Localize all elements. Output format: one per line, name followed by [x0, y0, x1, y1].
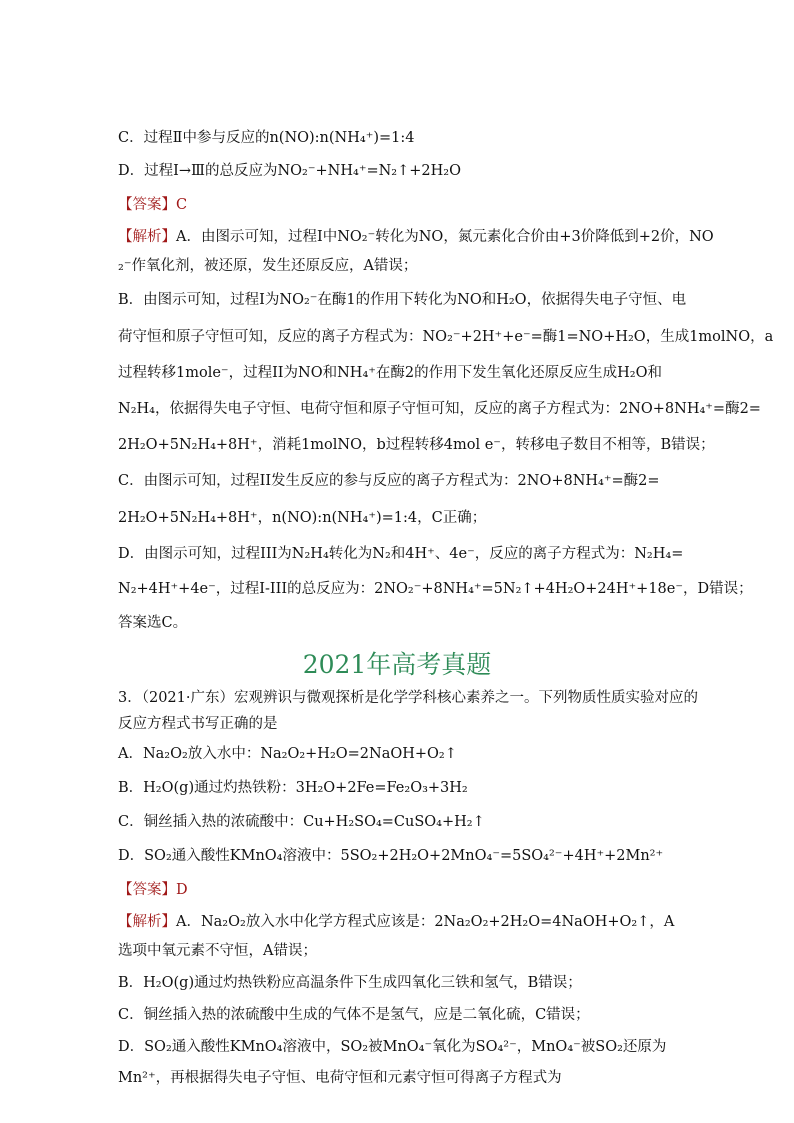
option-c: C．铜丝插入热的浓硫酸中：Cu+H₂SO₄=CuSO₄+H₂↑	[118, 814, 485, 830]
analysis-line: 荷守恒和原子守恒可知，反应的离子方程式为：NO₂⁻+2H⁺+e⁻=酶1=NO+H₂O，生成1molNO，a	[118, 329, 774, 345]
analysis-line: C．由图示可知，过程II发生反应的参与反应的离子方程式为：2NO+8NH₄⁺=酶2=	[118, 473, 660, 489]
analysis-line: 2H₂O+5N₂H₄+8H⁺，n(NO):n(NH₄⁺)=1:4，C正确；	[118, 510, 487, 526]
analysis-line: D．由图示可知，过程III为N₂H₄转化为N₂和4H⁺、4e⁻，反应的离子方程式为：N₂H₄=	[118, 546, 684, 562]
analysis-line: Mn²⁺，再根据得失电子守恒、电荷守恒和元素守恒可得离子方程式为	[118, 1070, 562, 1086]
analysis-line: ₂⁻作氧化剂，被还原，发生还原反应，A错误；	[118, 258, 418, 274]
option-c: C．过程Ⅱ中参与反应的n(NO):n(NH₄⁺)=1:4	[118, 130, 415, 146]
option-a: A．Na₂O₂放入水中：Na₂O₂+H₂O=2NaOH+O₂↑	[118, 746, 457, 762]
option-b: B．H₂O(g)通过灼热铁粉：3H₂O+2Fe=Fe₂O₃+3H₂	[118, 780, 468, 796]
option-d: D．SO₂通入酸性KMnO₄溶液中：5SO₂+2H₂O+2MnO₄⁻=5SO₄²⁻+4H⁺+2Mn²⁺	[118, 848, 664, 864]
question-stem: 3．（2021·广东）宏观辨识与微观探析是化学学科核心素养之一。下列物质性质实验对应的	[118, 690, 698, 706]
analysis-line: C．铜丝插入热的浓硫酸中生成的气体不是氢气，应是二氧化硫，C错误；	[118, 1007, 590, 1023]
answer-label: 【答案】C	[118, 197, 188, 213]
analysis-label: 【解析】	[118, 914, 176, 930]
option-d: D．过程Ⅰ→Ⅲ的总反应为NO₂⁻+NH₄⁺=N₂↑+2H₂O	[118, 163, 461, 179]
analysis-line: D．SO₂通入酸性KMnO₄溶液中，SO₂被MnO₄⁻氧化为SO₄²⁻，MnO₄⁻被SO₂还原为	[118, 1039, 667, 1055]
analysis-label: 【解析】	[118, 229, 176, 245]
analysis-line: N₂+4H⁺+4e⁻，过程I-III的总反应为：2NO₂⁻+8NH₄⁺=5N₂↑+4H₂O+24H⁺+18e⁻，D错误；	[118, 581, 753, 597]
analysis-line: 过程转移1mole⁻，过程II为NO和NH₄⁺在酶2的作用下发生氧化还原反应生成H₂O和	[118, 365, 662, 381]
question-stem: 反应方程式书写正确的是	[118, 716, 278, 732]
analysis-line: 【解析】A．由图示可知，过程Ⅰ中NO₂⁻转化为NO，氮元素化合价由+3价降低到+2价，NO	[118, 229, 714, 245]
analysis-line: 2H₂O+5N₂H₄+8H⁺，消耗1molNO，b过程转移4mol e⁻，转移电子数目不相等，B错误；	[118, 437, 715, 453]
analysis-line: B．H₂O(g)通过灼热铁粉应高温条件下生成四氧化三铁和氢气，B错误；	[118, 975, 582, 991]
analysis-line: 【解析】A．Na₂O₂放入水中化学方程式应该是：2Na₂O₂+2H₂O=4NaOH+O₂↑，A	[118, 914, 675, 930]
analysis-line: B．由图示可知，过程Ⅰ为NO₂⁻在酶1的作用下转化为NO和H₂O，依据得失电子守恒、电	[118, 292, 687, 308]
analysis-conclusion: 答案选C。	[118, 615, 188, 631]
section-title: 2021年高考真题	[302, 650, 492, 679]
analysis-line: N₂H₄，依据得失电子守恒、电荷守恒和原子守恒可知，反应的离子方程式为：2NO+8NH₄⁺=酶2=	[118, 401, 761, 417]
answer-label: 【答案】D	[118, 882, 188, 898]
analysis-line: 选项中氧元素不守恒，A错误；	[118, 943, 317, 959]
